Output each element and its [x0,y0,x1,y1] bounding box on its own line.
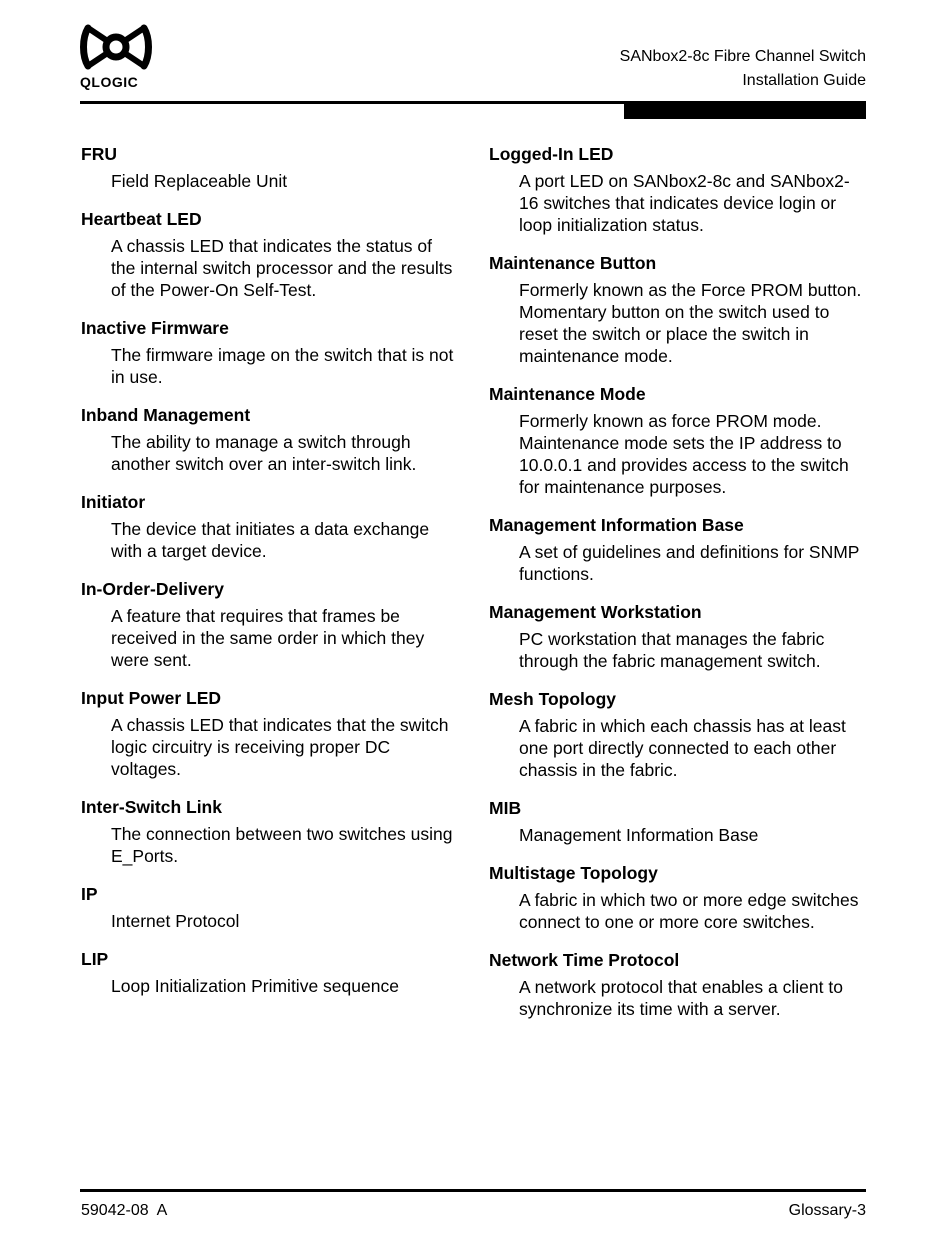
glossary-entry [81,317,456,388]
footer-page-label: Glossary-3 [788,1202,866,1219]
glossary-definition: A chassis LED that indicates that the switch logic circuitry is receiving proper DC voltages. [111,715,449,779]
glossary-term: Management Information Base [489,515,744,535]
glossary-entry [81,404,456,475]
glossary-definition: The firmware image on the switch that is not in use. [111,345,454,387]
glossary-column-right [489,143,864,1036]
glossary-term: Logged-In LED [489,144,614,164]
qlogic-logo-icon [80,24,152,70]
header-rule-block [624,104,866,119]
footer-rule [80,1189,866,1192]
glossary-definition: A network protocol that enables a client to synchronize its time with a server. [519,977,843,1019]
glossary-term: LIP [81,949,109,969]
glossary-term: Management Workstation [489,602,702,622]
glossary-term: Initiator [81,492,146,512]
footer-doc-number: 59042-08 A [81,1202,168,1219]
glossary-entry [489,601,864,672]
glossary-definition: A chassis LED that indicates the status of the internal switch processor and the results of the Power-On Self-Test. [111,236,453,300]
glossary-entry [81,687,456,780]
qlogic-logo [80,24,152,94]
glossary-definition: A port LED on SANbox2-8c and SANbox2-16 switches that indicates device login or loop initialization status. [519,171,850,235]
glossary-term: FRU [81,144,117,164]
glossary-entry [81,143,456,192]
glossary-term: MIB [489,798,522,818]
glossary-definition: A fabric in which two or more edge switches connect to one or more core switches. [519,890,859,932]
glossary-definition: Loop Initialization Primitive sequence [111,976,399,996]
glossary-definition: A set of guidelines and definitions for SNMP functions. [519,542,860,584]
glossary-term: Inter-Switch Link [81,797,222,817]
glossary-definition: A feature that requires that frames be received in the same order in which they were sent. [111,606,425,670]
header-title-line2: Installation Guide [742,72,866,89]
glossary-definition: Formerly known as the Force PROM button. Momentary button on the switch used to reset the switch or place the switch in maintenance mode. [519,280,862,366]
glossary-term: Inband Management [81,405,251,425]
glossary-entry [489,252,864,367]
glossary-entry [489,797,864,846]
glossary-term: Maintenance Button [489,253,657,273]
page-header [620,45,866,93]
glossary-entry [81,948,456,997]
glossary-column-left [81,143,456,1013]
glossary-entry [489,383,864,498]
glossary-entry [489,862,864,933]
glossary-definition: A fabric in which each chassis has at least one port directly connected to each other chassis in the fabric. [519,716,846,780]
glossary-term: Heartbeat LED [81,209,202,229]
glossary-definition: Management Information Base [519,825,759,845]
glossary-entry [489,514,864,585]
glossary-entry [489,688,864,781]
glossary-entry [81,796,456,867]
glossary-definition: Internet Protocol [111,911,240,931]
glossary-definition: The device that initiates a data exchange with a target device. [111,519,430,561]
glossary-term: Mesh Topology [489,689,617,709]
glossary-definition: The ability to manage a switch through another switch over an inter-switch link. [111,432,417,474]
glossary-definition: Field Replaceable Unit [111,171,288,191]
glossary-entry [81,883,456,932]
glossary-term: Maintenance Mode [489,384,646,404]
glossary-definition: PC workstation that manages the fabric through the fabric management switch. [519,629,825,671]
glossary-entry [81,208,456,301]
glossary-term: Network Time Protocol [489,950,680,970]
glossary-term: Input Power LED [81,688,221,708]
logo-text: QLOGIC [80,74,139,90]
glossary-entry [81,491,456,562]
glossary-definition: Formerly known as force PROM mode. Maintenance mode sets the IP address to 10.0.0.1 and provides access to the switch for maintenance purposes. [519,411,849,497]
glossary-definition: The connection between two switches using E_Ports. [111,824,453,866]
glossary-entry [489,143,864,236]
glossary-term: Inactive Firmware [81,318,229,338]
glossary-term: Multistage Topology [489,863,658,883]
glossary-entry [489,949,864,1020]
glossary-entry [81,578,456,671]
glossary-term: In-Order-Delivery [81,579,224,599]
header-title-line1: SANbox2-8c Fibre Channel Switch [619,48,866,65]
glossary-term: IP [81,884,98,904]
